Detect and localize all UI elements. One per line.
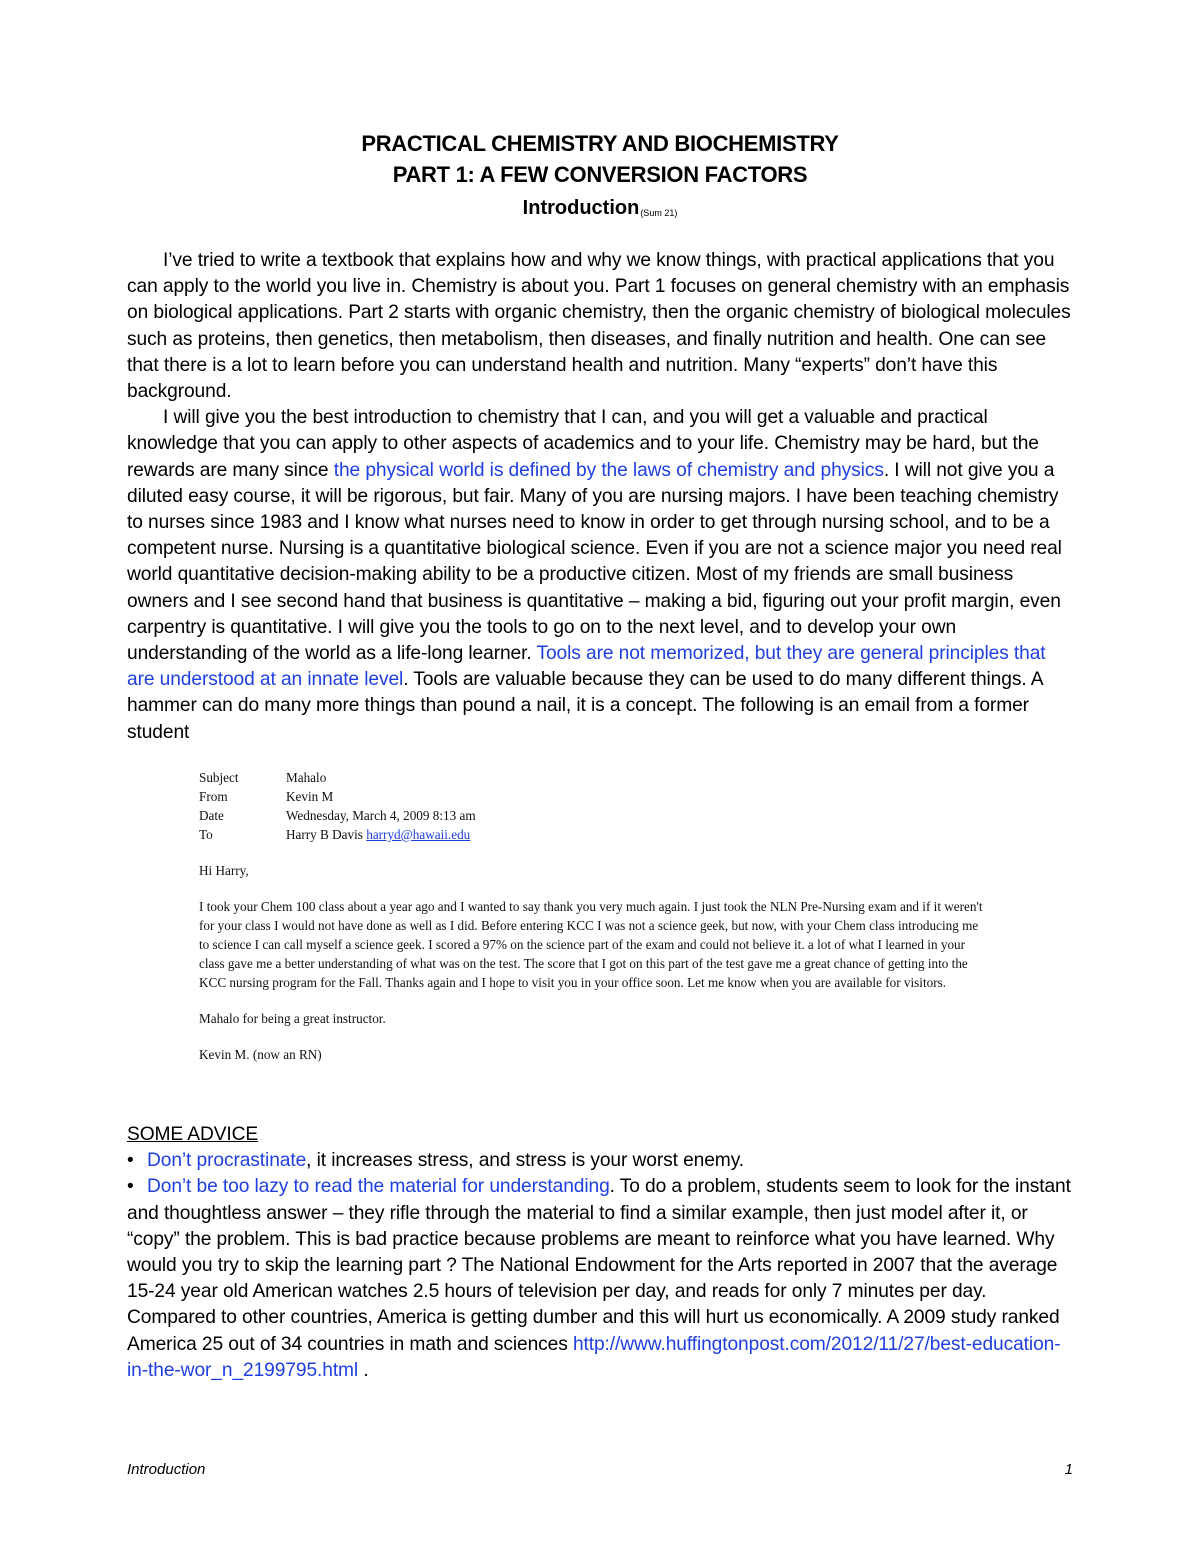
intro-paragraph-1: I’ve tried to write a textbook that explains how and why we know things, with practical applications that you can apply to the world you live in. Chemistry is about you. Part 1 focuses on general chemistry with an emphasis on biological applications. Part 2 starts with organic chemistry, then the organic chemistry of biological molecules such as proteins, then genetics, then metabolism, then diseases, and finally nutrition and health. One can see that there is a lot to learn before you can understand health and nutrition. Many “experts” don’t have this background. — [127, 250, 1071, 403]
intro-text: . I will not give you a diluted easy course, it will be rigorous, but fair. Many of you are nursing majors. I have been teaching chemistry to nurses since 1983 and I know what nurses need to know in order to get through nursing school, and to be a competent nurse. Nursing is a quantitative biological science. Even if you are not a science major you need real world quantitative decision-making ability to be a productive citizen. Most of my friends are small business owners and I see second hand that business is quantitative – making a bid, figuring out your profit margin, even carpentry is quantitative. I will give you the tools to go on to the next level, and to develop your own understanding of the world as a life-long learner. — [127, 459, 1062, 665]
bullet-icon: • — [127, 1176, 134, 1198]
email-greeting: Hi Harry, — [199, 863, 249, 878]
section-note: (Sum 21) — [640, 208, 678, 218]
document-title: PRACTICAL CHEMISTRY AND BIOCHEMISTRY — [361, 131, 839, 156]
email-header-row — [199, 768, 989, 787]
highlight-text: the physical world is defined by the laws of chemistry and physics — [333, 459, 884, 481]
email-header-value: Mahalo — [286, 770, 327, 785]
intro-text: I will give you the best introduction to chemistry that I can, and you will get a valuable and practical knowledge that you can apply to other aspects of academics and to your life. Chemistry may be hard, but the rewards are many since — [127, 407, 1039, 481]
document-subtitle: PART 1: A FEW CONVERSION FACTORS — [392, 162, 808, 187]
email-header-value — [286, 825, 470, 844]
advice-text: . To do a problem, students seem to look for the instant and thoughtless answer – they rifle through the material to find a similar example, then just model after it, or “copy” the problem. This is bad practice because problems are meant to reinforce what you have learned. Why would you try to skip the learning part ? The National Endowment for the Arts reported in 2007 that the average 15-24 year old American watches 2.5 hours of television per day, and reads for only 7 minutes per day. Compared to other countries, America is getting dumber and this will hurt us economically. A 2009 study ranked America 25 out of 34 countries in math and sciences — [127, 1176, 1071, 1355]
intro-paragraph-2 — [127, 405, 1077, 746]
intro-section — [127, 248, 1077, 746]
email-recipient: Harry B Davis — [286, 827, 367, 842]
email-header-row — [199, 787, 989, 806]
advice-text: , it increases stress, and stress is your worst enemy. — [306, 1150, 744, 1172]
page-number: 1 — [1064, 1461, 1073, 1478]
highlight-text: Tools are not memorized, but they are general principles that are understood at an innate level — [127, 643, 1046, 691]
spacer — [199, 880, 989, 897]
advice-bullet-1 — [127, 1148, 1077, 1174]
advice-text: . — [358, 1359, 369, 1381]
spacer — [199, 992, 989, 1009]
highlight-text: Don’t be too lazy to read the material for understanding — [147, 1176, 610, 1198]
email-header-value: Kevin M — [286, 789, 334, 804]
email-closing: Mahalo for being a great instructor. — [199, 1011, 386, 1026]
email-address-link[interactable]: harryd@hawaii.edu — [366, 827, 471, 842]
email-header-row — [199, 806, 989, 825]
highlight-text: Don’t procrastinate — [147, 1150, 307, 1172]
email-header-key: Subject — [199, 770, 239, 785]
page-footer — [127, 1461, 1073, 1478]
email-header-row — [199, 825, 989, 844]
advice-section — [127, 1122, 1077, 1384]
spacer — [199, 1028, 989, 1045]
email-header-key: From — [199, 789, 228, 804]
intro-text: . Tools are valuable because they can be used to do many different things. A hammer can do many more things than pound a nail, it is a concept. The following is an email from a former student — [127, 669, 1043, 743]
email-body: I took your Chem 100 class about a year ago and I wanted to say thank you very much again. I just took the NLN Pre-Nursing exam and if it weren't for your class I would not have done as well as I did. Before entering KCC I was not a science geek, but now, with your Chem class introducing me to science I can call myself a science geek. I scored a 97% on the science part of the exam and could not believe it. a lot of what I learned in your class gave me a better understanding of what was on the test. The score that I got on this part of the test gave me a great chance of getting into the KCC nursing program for the Fall. Thanks again and I hope to visit you in your office soon. Let me know when you are available for visitors. — [199, 899, 983, 990]
footer-section-label: Introduction — [127, 1461, 206, 1478]
bullet-icon: • — [127, 1150, 134, 1172]
title-block — [0, 128, 1200, 231]
email-header-key: To — [199, 827, 213, 842]
section-heading — [0, 190, 1200, 231]
advice-heading: SOME ADVICE — [127, 1124, 259, 1145]
email-header-value: Wednesday, March 4, 2009 8:13 am — [286, 808, 476, 823]
spacer — [199, 844, 989, 861]
section-title: Introduction — [522, 197, 640, 219]
email-signature: Kevin M. (now an RN) — [199, 1047, 322, 1062]
reference-link[interactable]: http://www.huffingtonpost.com/2012/11/27/best-education-in-the-wor_n_2199795.html — [127, 1333, 1061, 1381]
email-header-key: Date — [199, 808, 224, 823]
student-email — [199, 768, 989, 1064]
advice-bullet-2 — [127, 1174, 1077, 1384]
